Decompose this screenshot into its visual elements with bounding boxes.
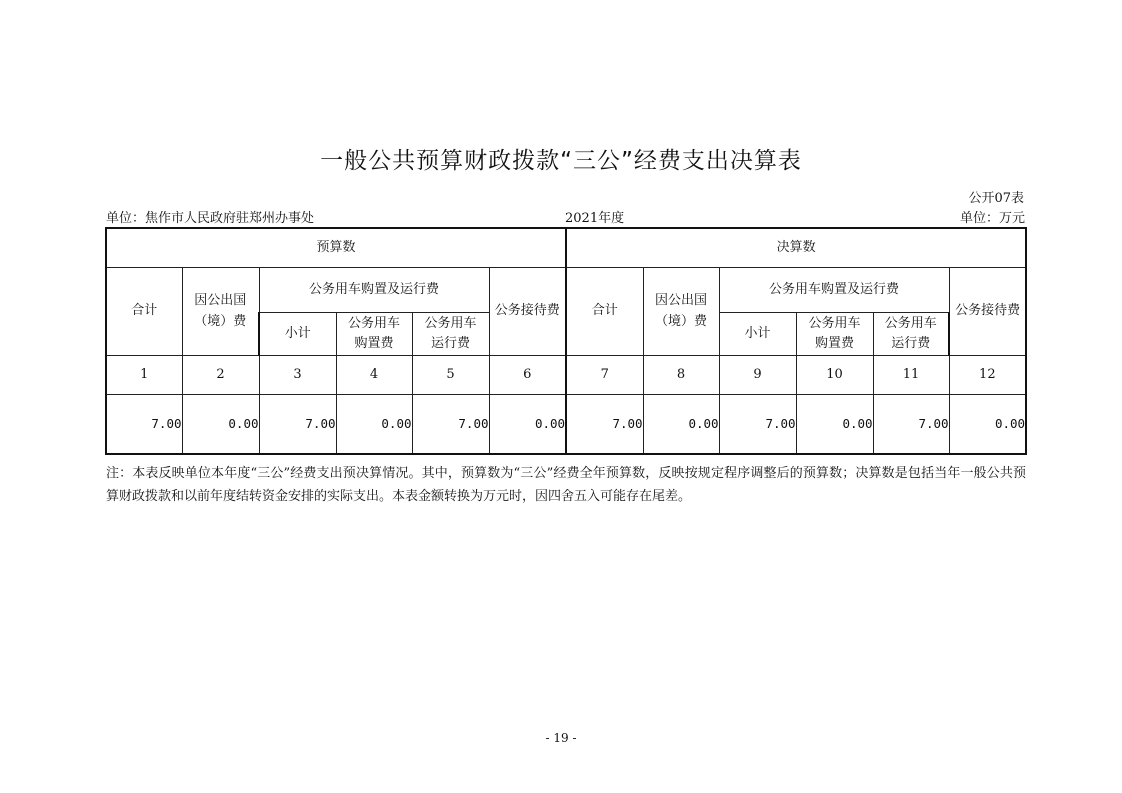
value-cell: 7.00 <box>106 395 182 455</box>
three-expenses-table <box>105 227 1027 455</box>
page-title: 一般公共预算财政拨款“三公”经费支出决算表 <box>320 148 802 174</box>
value-cell: 0.00 <box>643 395 719 455</box>
header-line: 公务用车 <box>808 315 861 331</box>
final-total-header: 合计 <box>566 268 643 356</box>
header-line: 运行费 <box>891 336 931 351</box>
header-line: 因公出国 <box>194 293 247 309</box>
budget-group-header: 预算数 <box>106 228 566 268</box>
value-cell: 7.00 <box>566 395 643 455</box>
index-cell: 8 <box>643 356 719 395</box>
header-line: 购置费 <box>815 336 855 351</box>
budget-reception-header: 公务接待费 <box>489 268 566 356</box>
header-line: （境）费 <box>194 313 247 329</box>
index-cell: 12 <box>949 356 1026 395</box>
header-row-groups <box>106 228 1026 268</box>
value-cell: 7.00 <box>873 395 949 455</box>
page-number: - 19 - <box>545 731 577 745</box>
reporting-unit: 单位：焦作市人民政府驻郑州办事处 <box>106 211 315 226</box>
header-line: 因公出国 <box>655 293 708 309</box>
column-index-row <box>106 356 1026 395</box>
budget-subtotal-header: 小计 <box>259 313 336 356</box>
value-row <box>106 395 1026 455</box>
table-note: 注：本表反映单位本年度“三公”经费支出预决算情况。其中，预算数为“三公”经费全年预算数，反映按规定程序调整后的预算数；决算数是包括当年一般公共预算财政拨款和以前年度结转资金安排的实际支出。本表金额转换为万元时，因四舍五入可能存在尾差。 <box>106 466 1026 504</box>
value-cell: 7.00 <box>412 395 489 455</box>
header-line: 购置费 <box>354 336 394 351</box>
value-cell: 7.00 <box>719 395 796 455</box>
final-reception-header: 公务接待费 <box>949 268 1026 356</box>
final-purchase-header <box>796 313 873 356</box>
final-operation-header <box>873 313 949 356</box>
index-cell: 6 <box>489 356 566 395</box>
budget-total-header: 合计 <box>106 268 182 356</box>
value-cell: 0.00 <box>489 395 566 455</box>
budget-operation-header <box>412 313 489 356</box>
header-row-columns <box>106 268 1026 313</box>
value-cell: 0.00 <box>336 395 412 455</box>
index-cell: 1 <box>106 356 182 395</box>
header-line: 运行费 <box>430 336 470 351</box>
index-cell: 2 <box>182 356 259 395</box>
currency-unit: 单位：万元 <box>959 211 1025 226</box>
budget-purchase-header <box>336 313 412 356</box>
header-line: 公务用车 <box>424 315 477 331</box>
index-cell: 10 <box>796 356 873 395</box>
index-cell: 3 <box>259 356 336 395</box>
final-vehicle-header: 公务用车购置及运行费 <box>719 268 949 313</box>
final-subtotal-header: 小计 <box>719 313 796 356</box>
header-line: （境）费 <box>655 313 708 329</box>
value-cell: 0.00 <box>182 395 259 455</box>
index-cell: 7 <box>566 356 643 395</box>
header-line: 公务用车 <box>347 315 400 331</box>
meta-row <box>106 207 1025 225</box>
budget-vehicle-header: 公务用车购置及运行费 <box>259 268 489 313</box>
final-abroad-header <box>643 268 719 356</box>
final-group-header: 决算数 <box>566 228 1026 268</box>
index-cell: 5 <box>412 356 489 395</box>
header-line: 公务用车 <box>884 315 937 331</box>
form-code: 公开07表 <box>968 191 1024 206</box>
fiscal-year: 2021年度 <box>565 211 625 226</box>
index-cell: 4 <box>336 356 412 395</box>
index-cell: 11 <box>873 356 949 395</box>
index-cell: 9 <box>719 356 796 395</box>
value-cell: 0.00 <box>796 395 873 455</box>
value-cell: 0.00 <box>949 395 1026 455</box>
budget-abroad-header <box>182 268 259 356</box>
value-cell: 7.00 <box>259 395 336 455</box>
